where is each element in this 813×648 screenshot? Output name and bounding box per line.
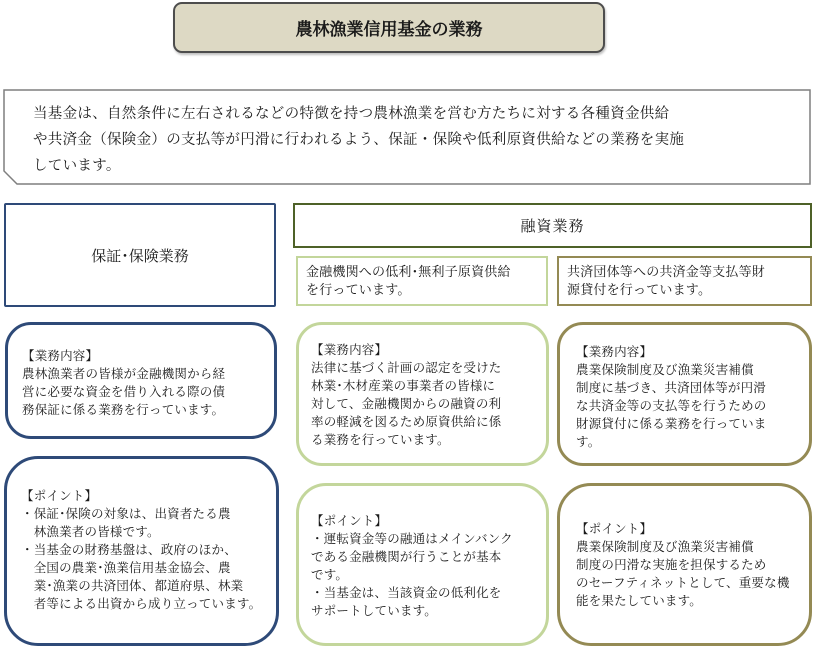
box-line: です。 <box>311 567 349 582</box>
hosho-header: 保証･保険業務 <box>4 203 276 307</box>
box-line: 営に必要な資金を借り入れる際の債 <box>22 384 226 399</box>
sub-line: 源貸付を行っています。 <box>567 283 712 298</box>
sub-line: を行っています。 <box>306 283 411 298</box>
box-line: ・運転資金等の融通はメインバンク <box>311 531 513 546</box>
yushi-right-content-box <box>557 322 812 466</box>
box-heading: 【業務内容】 <box>22 348 99 363</box>
box-line: る業務を行っています。 <box>311 432 450 447</box>
box-line: 林漁業者の皆様です。 <box>21 524 160 539</box>
box-line: ・当基金は、当該資金の低利化を <box>311 585 502 600</box>
box-line: 制度の円滑な実施を担保するため <box>576 557 767 572</box>
sub-line: 共済団体等への共済金等支払等財 <box>567 265 766 280</box>
yushi-right-point-box <box>557 483 812 646</box>
box-line: 能を果たしています。 <box>576 593 703 608</box>
intro-line: や共済金（保険金）の支払等が円滑に行われるよう、保証・保険や低利原資供給などの業務を実施 <box>33 132 685 148</box>
intro-line: 当基金は、自然条件に左右されるなどの特徴を持つ農林漁業を営む方たちに対する各種資金供給 <box>33 106 670 122</box>
intro-panel <box>3 89 811 185</box>
box-line: ・保証･保険の対象は、出資者たる農 <box>21 506 231 521</box>
box-line: 林業･木材産業の事業者の皆様に <box>311 378 496 393</box>
yushi-left-point-box <box>296 483 549 646</box>
yushi-sub-right <box>557 256 812 306</box>
box-line: 制度に基づき、共済団体等が円滑 <box>576 380 767 395</box>
intro-text <box>33 101 793 179</box>
box-line: す。 <box>576 434 601 449</box>
box-line: 農業保険制度及び漁業災害補償 <box>576 539 754 554</box>
yushi-header: 融資業務 <box>293 203 812 248</box>
box-line: 者等による出資から成り立っています。 <box>21 596 262 611</box>
box-line: のセーフティネットとして、重要な機 <box>576 575 790 590</box>
box-heading: 【ポイント】 <box>21 488 98 503</box>
box-line: 業･漁業の共済団体、都道府県、林業 <box>21 578 244 593</box>
box-heading: 【ポイント】 <box>311 513 388 528</box>
hosho-point-box <box>4 456 279 646</box>
intro-line: しています。 <box>33 158 121 174</box>
box-line: である金融機関が行うことが基本 <box>311 549 502 564</box>
sub-line: 金融機関への低利･無利子原資供給 <box>306 265 511 280</box>
box-line: 農林漁業者の皆様が金融機関から経 <box>22 366 226 381</box>
box-line: 務保証に係る業務を行っています。 <box>22 402 225 417</box>
box-line: 法律に基づく計画の認定を受けた <box>311 360 502 375</box>
box-line: 農業保険制度及び漁業災害補償 <box>576 362 754 377</box>
box-line: な共済金等の支払等を行うための <box>576 398 767 413</box>
yushi-sub-left <box>296 256 548 306</box>
box-heading: 【ポイント】 <box>576 521 653 536</box>
box-line: 対して、金融機関からの融資の利 <box>311 396 502 411</box>
hosho-content-box <box>5 322 277 439</box>
box-heading: 【業務内容】 <box>311 342 388 357</box>
box-line: 財源貸付に係る業務を行っていま <box>576 416 767 431</box>
yushi-left-content-box <box>296 322 549 466</box>
box-heading: 【業務内容】 <box>576 344 653 359</box>
box-line: サポートしています。 <box>311 603 438 618</box>
box-line: ・当基金の財務基盤は、政府のほか、 <box>21 542 237 557</box>
box-line: 率の軽減を図るため原資供給に係 <box>311 414 502 429</box>
box-line: 全国の農業･漁業信用基金協会、農 <box>21 560 231 575</box>
page-title: 農林漁業信用基金の業務 <box>173 2 605 53</box>
